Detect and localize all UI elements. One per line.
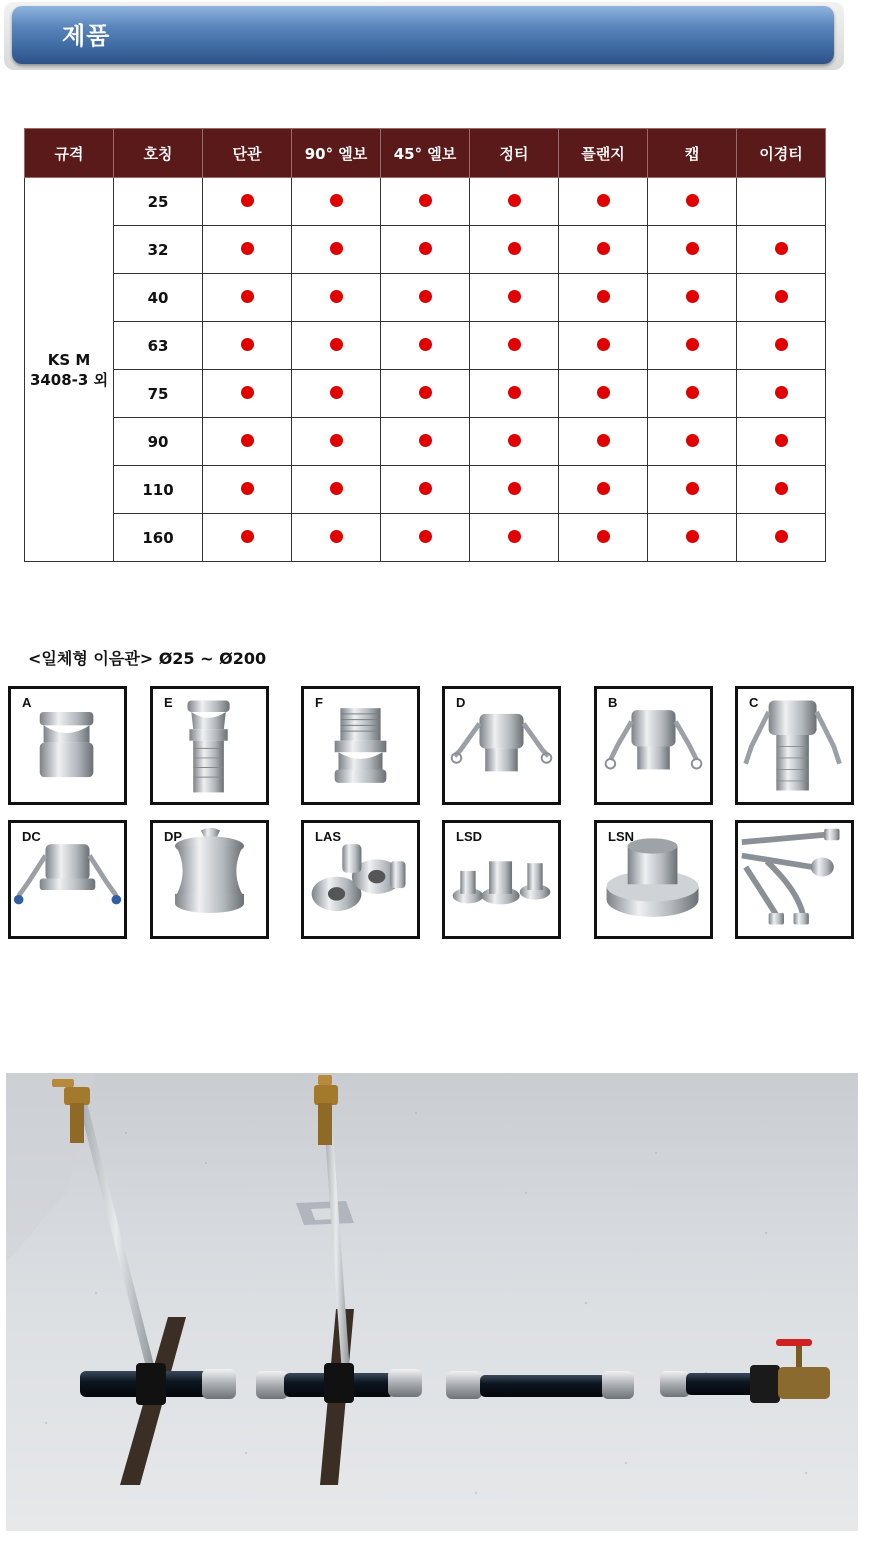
availability-cell-flange xyxy=(559,178,648,226)
fitting-code: F xyxy=(315,695,323,710)
availability-cell-reducing-tee xyxy=(737,274,826,322)
availability-cell-45-elbow xyxy=(381,226,470,274)
availability-cell-cap xyxy=(648,418,737,466)
size-cell: 90 xyxy=(114,418,203,466)
availability-cell-flange xyxy=(559,274,648,322)
header-size: 호칭 xyxy=(114,129,203,178)
availability-cell-90-elbow xyxy=(292,178,381,226)
available-dot-icon xyxy=(597,194,610,207)
fitting-code: DP xyxy=(164,829,183,844)
fitting-card xyxy=(301,820,420,939)
availability-cell-45-elbow xyxy=(381,274,470,322)
fitting-card xyxy=(735,686,854,805)
available-dot-icon xyxy=(508,434,521,447)
available-dot-icon xyxy=(686,482,699,495)
availability-cell-straight-pipe xyxy=(203,466,292,514)
available-dot-icon xyxy=(508,482,521,495)
availability-cell-90-elbow xyxy=(292,466,381,514)
availability-cell-45-elbow xyxy=(381,322,470,370)
size-cell: 32 xyxy=(114,226,203,274)
availability-cell-90-elbow xyxy=(292,226,381,274)
availability-cell-cap xyxy=(648,466,737,514)
fitting-card xyxy=(594,820,713,939)
available-dot-icon xyxy=(775,338,788,351)
available-dot-icon xyxy=(775,242,788,255)
availability-cell-straight-pipe xyxy=(203,418,292,466)
available-dot-icon xyxy=(241,386,254,399)
available-dot-icon xyxy=(330,242,343,255)
availability-cell-equal-tee xyxy=(470,418,559,466)
available-dot-icon xyxy=(419,530,432,543)
available-dot-icon xyxy=(241,290,254,303)
availability-cell-45-elbow xyxy=(381,178,470,226)
availability-cell-cap xyxy=(648,274,737,322)
available-dot-icon xyxy=(597,338,610,351)
availability-cell-cap xyxy=(648,514,737,562)
availability-cell-cap xyxy=(648,322,737,370)
available-dot-icon xyxy=(686,434,699,447)
available-dot-icon xyxy=(775,434,788,447)
availability-cell-flange xyxy=(559,514,648,562)
available-dot-icon xyxy=(508,194,521,207)
availability-cell-reducing-tee xyxy=(737,370,826,418)
available-dot-icon xyxy=(241,242,254,255)
size-cell: 63 xyxy=(114,322,203,370)
availability-cell-straight-pipe xyxy=(203,178,292,226)
availability-cell-equal-tee xyxy=(470,178,559,226)
available-dot-icon xyxy=(508,386,521,399)
installation-photo xyxy=(6,1073,858,1531)
fitting-code: A xyxy=(22,695,32,710)
available-dot-icon xyxy=(686,290,699,303)
page-title: 제품 xyxy=(62,22,111,50)
availability-cell-reducing-tee xyxy=(737,418,826,466)
size-cell: 25 xyxy=(114,178,203,226)
available-dot-icon xyxy=(419,242,432,255)
table-row xyxy=(25,370,826,418)
availability-cell-45-elbow xyxy=(381,418,470,466)
table-row xyxy=(25,322,826,370)
available-dot-icon xyxy=(508,242,521,255)
section-banner xyxy=(4,2,844,70)
fitting-card xyxy=(442,686,561,805)
fitting-card xyxy=(8,820,127,939)
available-dot-icon xyxy=(330,386,343,399)
fitting-card xyxy=(150,686,269,805)
availability-cell-straight-pipe xyxy=(203,274,292,322)
available-dot-icon xyxy=(419,194,432,207)
availability-cell-equal-tee xyxy=(470,322,559,370)
available-dot-icon xyxy=(597,482,610,495)
header-straight-pipe: 단관 xyxy=(203,129,292,178)
availability-cell-reducing-tee xyxy=(737,514,826,562)
size-cell: 110 xyxy=(114,466,203,514)
fitting-card xyxy=(442,820,561,939)
fitting-code: LSD xyxy=(456,829,482,844)
fitting-code: D xyxy=(456,695,466,710)
header-45-elbow: 45° 엘보 xyxy=(381,129,470,178)
table-row xyxy=(25,418,826,466)
available-dot-icon xyxy=(419,338,432,351)
availability-cell-straight-pipe xyxy=(203,514,292,562)
availability-cell-90-elbow xyxy=(292,418,381,466)
availability-cell-90-elbow xyxy=(292,514,381,562)
standard-line-2: 3408-3 외 xyxy=(29,370,109,389)
header-flange: 플랜지 xyxy=(559,129,648,178)
available-dot-icon xyxy=(686,530,699,543)
table-row xyxy=(25,178,826,226)
size-cell: 40 xyxy=(114,274,203,322)
fitting-card xyxy=(301,686,420,805)
available-dot-icon xyxy=(775,290,788,303)
available-dot-icon xyxy=(508,530,521,543)
availability-cell-45-elbow xyxy=(381,514,470,562)
table-row xyxy=(25,274,826,322)
flexible-hose-icon xyxy=(738,823,851,936)
available-dot-icon xyxy=(597,434,610,447)
available-dot-icon xyxy=(241,530,254,543)
fitting-code: LAS xyxy=(315,829,341,844)
fitting-code: DC xyxy=(22,829,41,844)
availability-cell-45-elbow xyxy=(381,466,470,514)
spec-table xyxy=(24,128,826,562)
fitting-code: C xyxy=(749,695,759,710)
available-dot-icon xyxy=(686,386,699,399)
fittings-label: <일체형 이음관> Ø25 ~ Ø200 xyxy=(28,649,267,668)
availability-cell-straight-pipe xyxy=(203,322,292,370)
availability-cell-reducing-tee xyxy=(737,466,826,514)
availability-cell-45-elbow xyxy=(381,370,470,418)
available-dot-icon xyxy=(686,338,699,351)
available-dot-icon xyxy=(330,482,343,495)
available-dot-icon xyxy=(686,194,699,207)
availability-cell-reducing-tee xyxy=(737,226,826,274)
available-dot-icon xyxy=(419,434,432,447)
availability-cell-flange xyxy=(559,466,648,514)
standard-line-1: KS M xyxy=(47,350,91,369)
available-dot-icon xyxy=(419,482,432,495)
fitting-code: B xyxy=(608,695,618,710)
availability-cell-90-elbow xyxy=(292,322,381,370)
available-dot-icon xyxy=(597,290,610,303)
fitting-code: E xyxy=(164,695,173,710)
availability-cell-reducing-tee xyxy=(737,322,826,370)
available-dot-icon xyxy=(241,338,254,351)
availability-cell-straight-pipe xyxy=(203,226,292,274)
spec-table-header-row xyxy=(25,129,826,178)
table-row xyxy=(25,466,826,514)
available-dot-icon xyxy=(330,338,343,351)
availability-cell-equal-tee xyxy=(470,514,559,562)
available-dot-icon xyxy=(775,530,788,543)
available-dot-icon xyxy=(597,386,610,399)
available-dot-icon xyxy=(686,242,699,255)
availability-cell-flange xyxy=(559,370,648,418)
available-dot-icon xyxy=(597,530,610,543)
header-equal-tee: 정티 xyxy=(470,129,559,178)
available-dot-icon xyxy=(330,530,343,543)
fitting-card xyxy=(8,686,127,805)
available-dot-icon xyxy=(597,242,610,255)
availability-cell-flange xyxy=(559,418,648,466)
availability-cell-equal-tee xyxy=(470,466,559,514)
available-dot-icon xyxy=(508,338,521,351)
availability-cell-equal-tee xyxy=(470,226,559,274)
availability-cell-reducing-tee xyxy=(737,178,826,226)
availability-cell-straight-pipe xyxy=(203,370,292,418)
availability-cell-90-elbow xyxy=(292,274,381,322)
table-row xyxy=(25,514,826,562)
fitting-card xyxy=(150,820,269,939)
availability-cell-equal-tee xyxy=(470,274,559,322)
size-cell: 75 xyxy=(114,370,203,418)
fitting-code: LSN xyxy=(608,829,634,844)
availability-cell-flange xyxy=(559,322,648,370)
available-dot-icon xyxy=(508,290,521,303)
header-reducing-tee: 이경티 xyxy=(737,129,826,178)
header-90-elbow: 90° 엘보 xyxy=(292,129,381,178)
available-dot-icon xyxy=(241,194,254,207)
available-dot-icon xyxy=(330,290,343,303)
available-dot-icon xyxy=(241,482,254,495)
available-dot-icon xyxy=(775,386,788,399)
availability-cell-equal-tee xyxy=(470,370,559,418)
availability-cell-cap xyxy=(648,370,737,418)
available-dot-icon xyxy=(419,290,432,303)
availability-cell-flange xyxy=(559,226,648,274)
availability-cell-90-elbow xyxy=(292,370,381,418)
standard-cell xyxy=(25,178,114,562)
header-standard: 규격 xyxy=(25,129,114,178)
availability-cell-cap xyxy=(648,226,737,274)
available-dot-icon xyxy=(775,482,788,495)
availability-cell-cap xyxy=(648,178,737,226)
available-dot-icon xyxy=(419,386,432,399)
header-cap: 캡 xyxy=(648,129,737,178)
available-dot-icon xyxy=(330,434,343,447)
size-cell: 160 xyxy=(114,514,203,562)
fitting-card xyxy=(735,820,854,939)
fitting-card xyxy=(594,686,713,805)
available-dot-icon xyxy=(330,194,343,207)
table-row xyxy=(25,226,826,274)
available-dot-icon xyxy=(241,434,254,447)
